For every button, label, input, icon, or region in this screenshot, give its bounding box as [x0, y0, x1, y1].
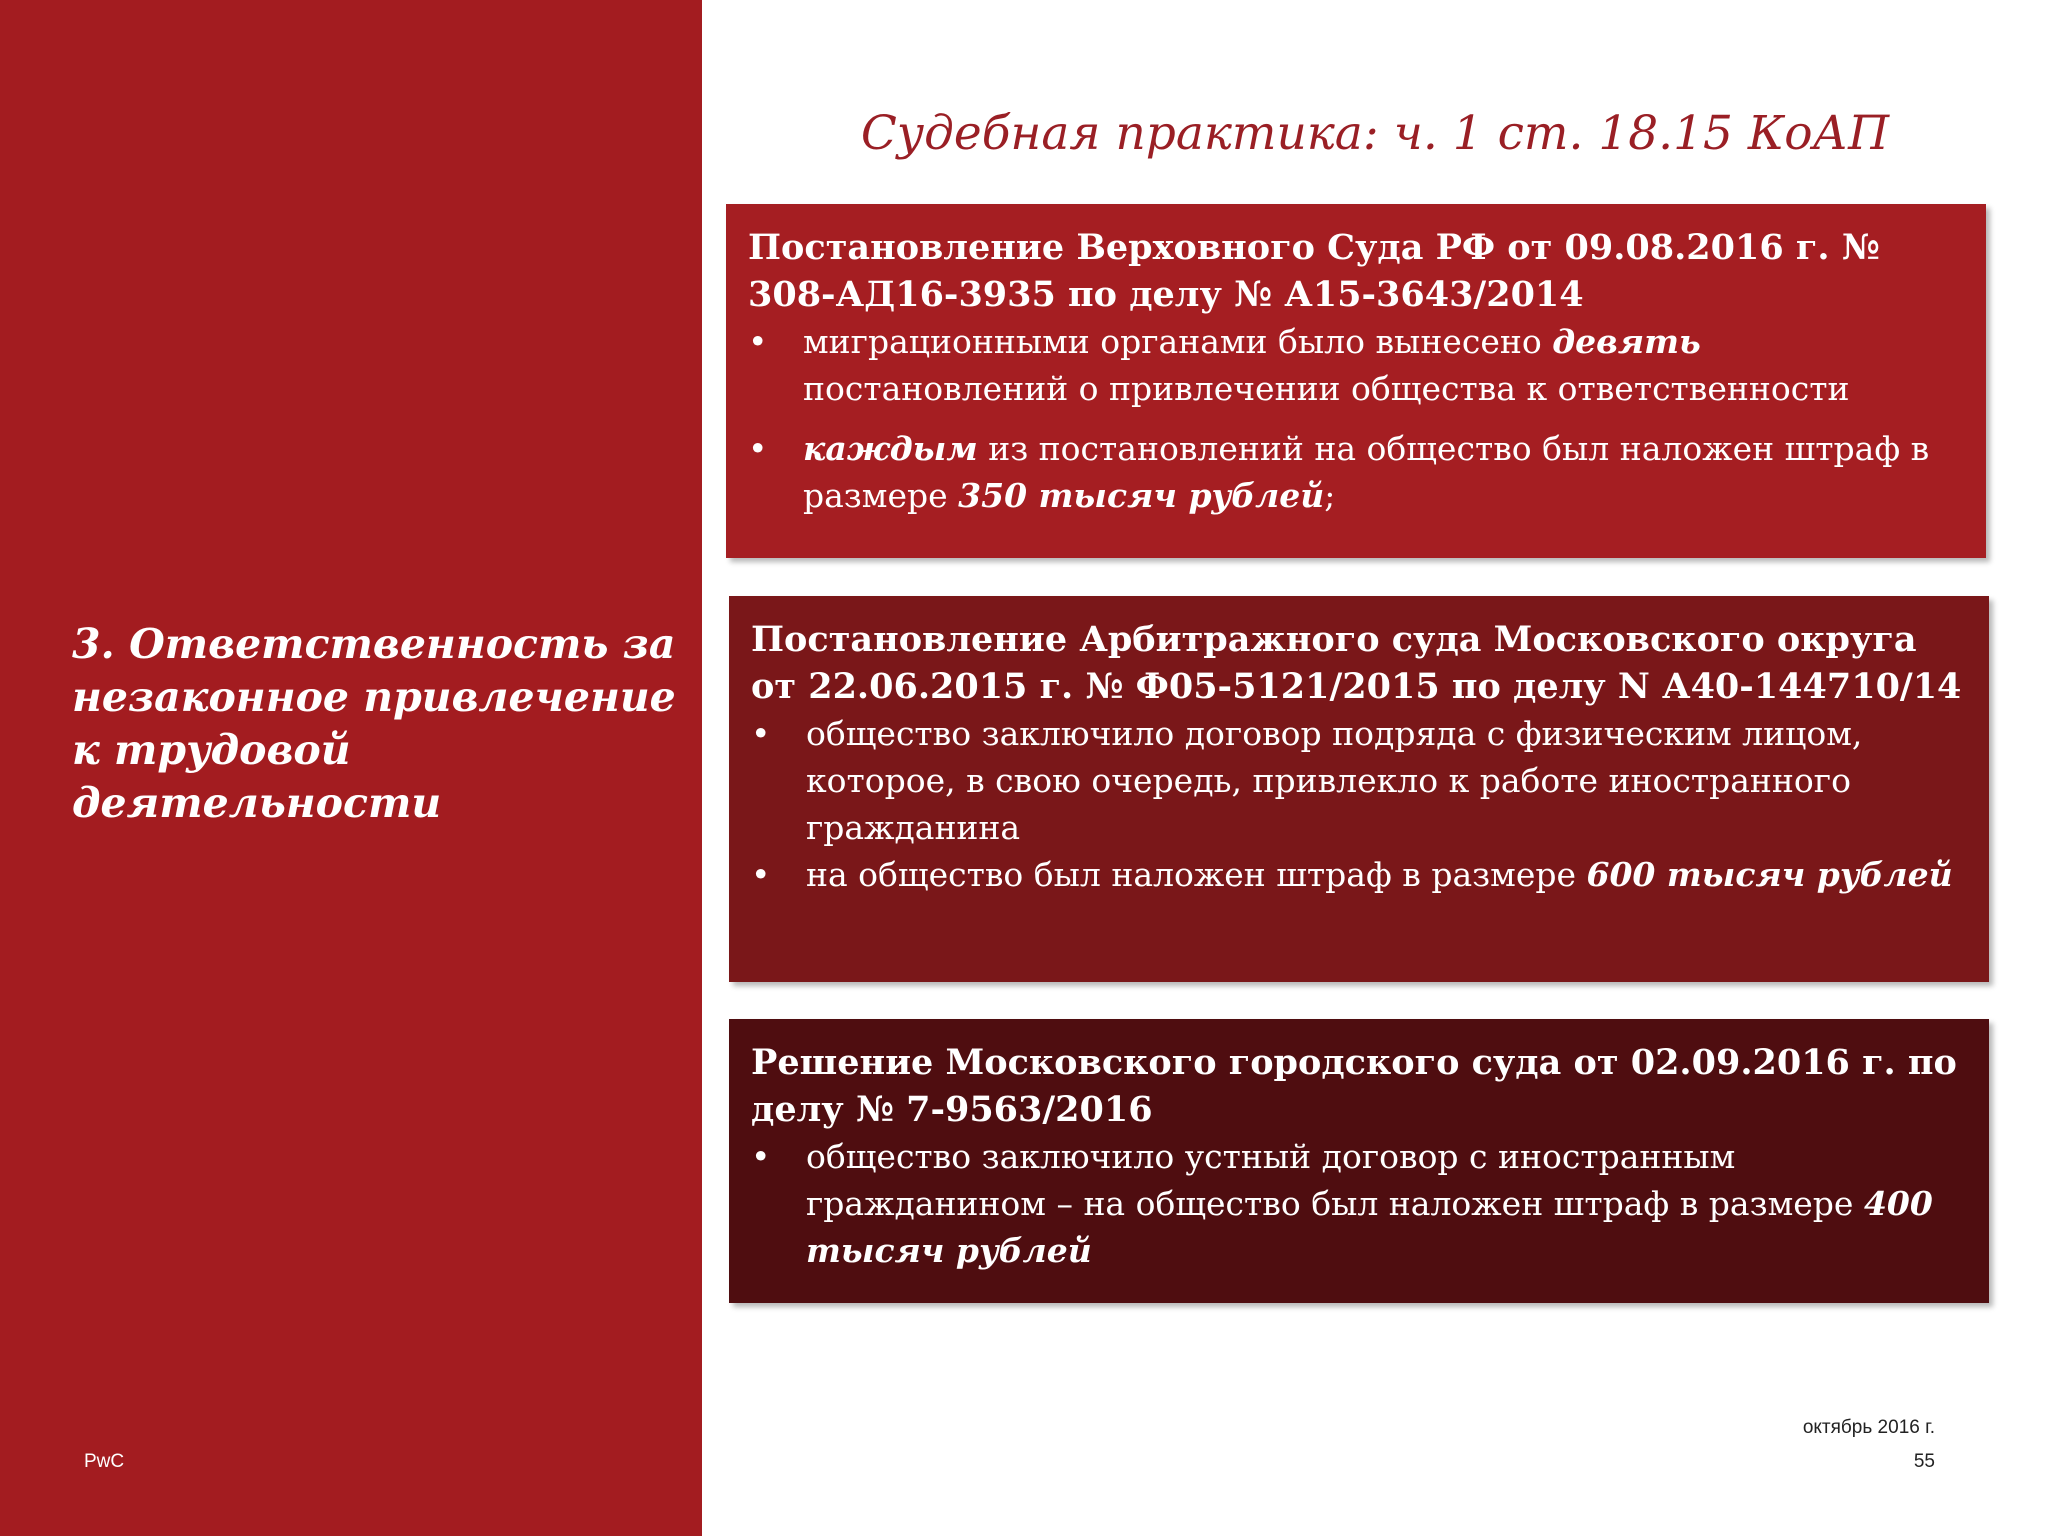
list-item [751, 851, 1967, 898]
section-heading: 3. Ответственность за незаконное привлечение к трудовой деятельности [72, 620, 676, 827]
bullet-text: миграционными органами было вынесено [803, 322, 1553, 361]
slide-title: Судебная практика: ч. 1 ст. 18.15 КоАП [860, 106, 1890, 161]
bullet-emphasis: 350 тысяч рублей [958, 476, 1325, 515]
bullet-emphasis: 600 тысяч рублей [1586, 855, 1953, 894]
list-item [751, 710, 1967, 851]
case-heading: Решение Московского городского суда от 02.09.2016 г. по делу № 7-9563/2016 [751, 1042, 1957, 1130]
case-heading: Постановление Арбитражного суда Московского округа от 22.06.2015 г. № Ф05-5121/2015 по делу N А40-144710/14 [751, 619, 1962, 707]
case-bullet-list [748, 318, 1964, 519]
bullet-icon: • [751, 714, 771, 753]
case-card-moscow-city-court [729, 1019, 1989, 1303]
bullet-emphasis: 400 тысяч рублей [806, 1184, 1933, 1270]
list-item [748, 318, 1964, 412]
bullet-icon: • [751, 855, 771, 894]
bullet-icon: • [748, 429, 768, 468]
bullet-emphasis: девять [1552, 322, 1701, 361]
brand-label: PwC [84, 1451, 125, 1472]
bullet-text: из постановлений на общество был наложен штраф в размере [803, 429, 1930, 515]
left-panel [0, 0, 702, 1536]
bullet-text: постановлений о привлечении общества к ответственности [803, 369, 1850, 408]
case-bullet-list [751, 710, 1967, 898]
bullet-text: общество заключило устный договор с иностранным гражданином – на общество был наложен штраф в размере [806, 1137, 1864, 1223]
list-item [748, 425, 1964, 519]
case-card-supreme-court [726, 204, 1986, 558]
case-card-arbitration-court [729, 596, 1989, 982]
bullet-icon: • [748, 322, 768, 361]
bullet-text: общество заключило договор подряда с физическим лицом, которое, в свою очередь, привлекло к работе иностранного гражданина [806, 714, 1863, 847]
case-heading: Постановление Верховного Суда РФ от 09.08.2016 г. № 308-АД16-3935 по делу № А15-3643/2014 [748, 227, 1880, 315]
bullet-emphasis: каждым [803, 429, 978, 468]
footer-date: октябрь 2016 г. [1802, 1417, 1935, 1438]
list-item [751, 1133, 1967, 1274]
page-number: 55 [1913, 1451, 1935, 1472]
bullet-text: на общество был наложен штраф в размере [806, 855, 1587, 894]
bullet-text: ; [1324, 476, 1336, 515]
bullet-icon: • [751, 1137, 771, 1176]
case-bullet-list [751, 1133, 1967, 1274]
